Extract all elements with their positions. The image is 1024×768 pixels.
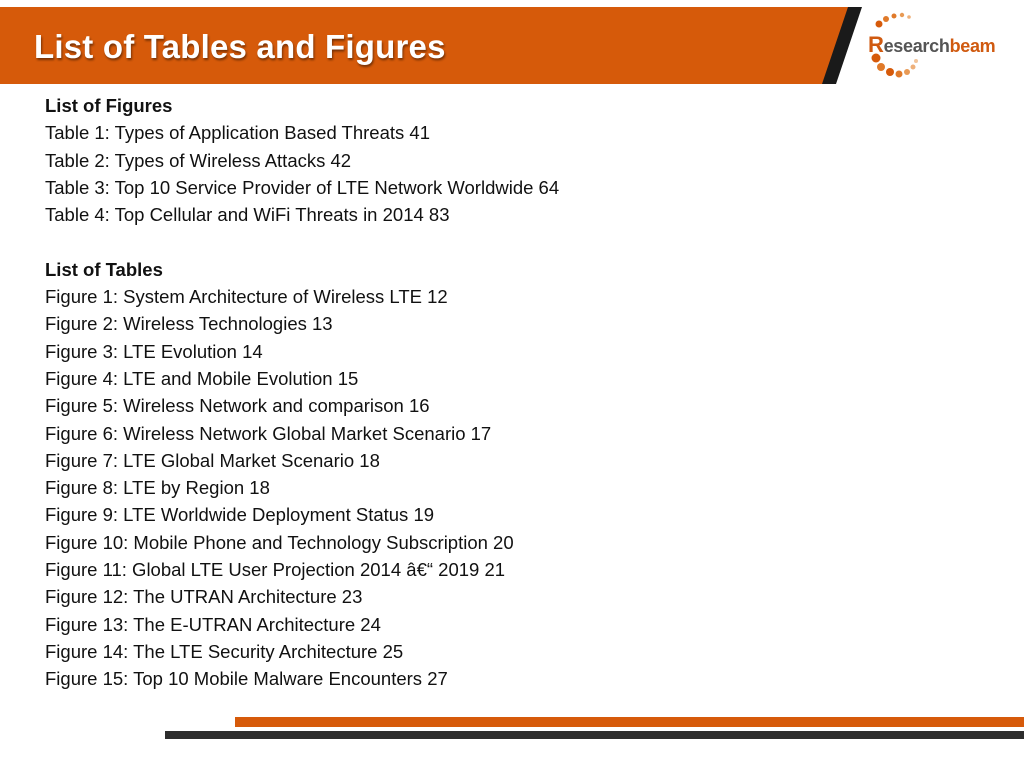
toc-item: Figure 1: System Architecture of Wireless LTE 12 (45, 286, 448, 308)
toc-item: Figure 2: Wireless Technologies 13 (45, 313, 333, 335)
logo-word-research: esearch (883, 36, 950, 56)
section-heading-tables: List of Tables (45, 258, 163, 280)
toc-item: Figure 6: Wireless Network Global Market Scenario 17 (45, 422, 492, 444)
researchbeam-logo (866, 10, 1016, 86)
toc-item: Table 4: Top Cellular and WiFi Threats in 2014 83 (45, 204, 450, 226)
toc-item: Figure 14: The LTE Security Architecture 25 (45, 640, 404, 662)
toc-item: Figure 12: The UTRAN Architecture 23 (45, 586, 363, 608)
logo-wordmark (868, 32, 995, 58)
footer-dark-bar (165, 731, 1024, 739)
toc-item: Figure 15: Top 10 Mobile Malware Encounters 27 (45, 668, 448, 690)
toc-item: Figure 13: The E-UTRAN Architecture 24 (45, 613, 381, 635)
toc-item: Figure 10: Mobile Phone and Technology Subscription 20 (45, 531, 514, 553)
toc-item: Figure 7: LTE Global Market Scenario 18 (45, 449, 380, 471)
toc-item: Table 3: Top 10 Service Provider of LTE Network Worldwide 64 (45, 176, 560, 198)
toc-item: Table 1: Types of Application Based Threats 41 (45, 122, 430, 144)
logo-word-beam: beam (949, 36, 996, 56)
toc-item: Table 2: Types of Wireless Attacks 42 (45, 149, 352, 171)
toc-item: Figure 5: Wireless Network and comparison 16 (45, 395, 430, 417)
toc-content (45, 92, 805, 693)
section-spacer (45, 228, 805, 255)
toc-item: Figure 3: LTE Evolution 14 (45, 340, 263, 362)
logo-letter-r: R (868, 32, 884, 57)
toc-item: Figure 8: LTE by Region 18 (45, 477, 270, 499)
toc-item: Figure 11: Global LTE User Projection 2014 â€“ 2019 21 (45, 559, 506, 581)
section-heading-figures: List of Figures (45, 95, 173, 116)
toc-item: Figure 4: LTE and Mobile Evolution 15 (45, 367, 359, 389)
toc-item: Figure 9: LTE Worldwide Deployment Status 19 (45, 504, 435, 526)
footer-orange-bar (235, 717, 1024, 727)
slide-title: List of Tables and Figures (34, 28, 446, 65)
